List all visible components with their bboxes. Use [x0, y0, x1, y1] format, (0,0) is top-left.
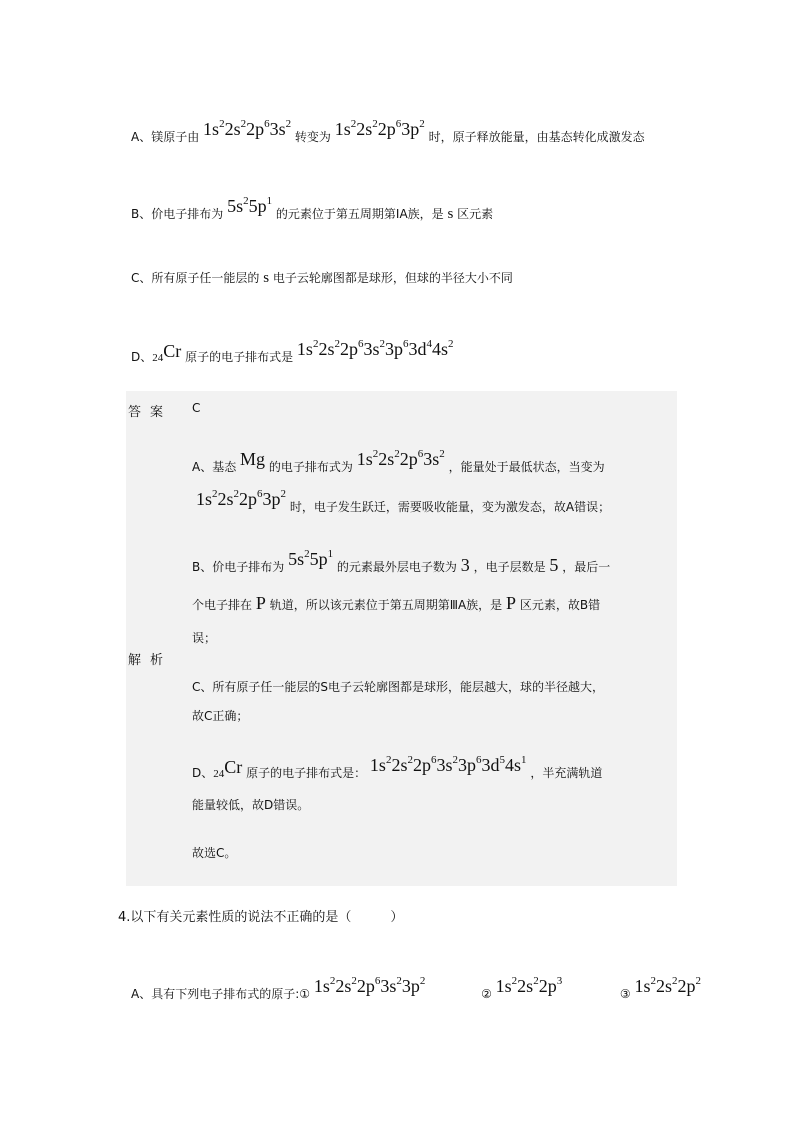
answer-label: 答案 — [128, 405, 173, 420]
analysis-d-line2: 能量较低，故D错误。 — [192, 798, 310, 812]
config-q4-1: $1s^22s^22p^63s^23p^2$ — [313, 975, 426, 996]
config-q4-3: $1s^22s^22p^2$ — [634, 975, 701, 996]
option-b: B、价电子排布为 $5s^25p^1$ 的元素位于第五周期第ⅠA族，是 s 区元素 — [131, 195, 494, 222]
config-mg-excited: $1s^22s^22p^63p^2$ — [334, 118, 425, 139]
element-mg: Mg — [240, 449, 266, 469]
config-mg-excited-2: $1s^22s^22p^63p^2$ — [196, 488, 287, 509]
config-q4-2: $1s^22s^22p^3$ — [495, 975, 563, 996]
option-d: D、24Cr 原子的电子排布式是 $1s^22s^22p^63s^23p^63d^44s^2$ — [131, 338, 454, 364]
analysis-d-line1: D、24Cr 原子的电子排布式是： $1s^22s^22p^63s^23p^63d^54s^1$ ，半充满轨道 — [192, 754, 603, 780]
analysis-b-line1: B、价电子排布为 $5s^25p^1$ 的元素最外层电子数为 3 ，电子层数是 5 ，最后一 — [192, 548, 611, 575]
config-mg-ground-2: $1s^22s^22p^63s^2$ — [356, 448, 445, 469]
config-cr-correct: $1s^22s^22p^63s^23p^63d^54s^1$ — [369, 754, 527, 775]
option-c: C、所有原子任一能层的 s 电子云轮廓图都是球形，但球的半径大小不同 — [131, 270, 513, 286]
analysis-c-line2: 故C正确； — [192, 709, 249, 723]
analysis-a-line1: A、基态 Mg 的电子排布式为 $1s^22s^22p^63s^2$ ，能量处于最低状态，当变为 — [192, 448, 605, 474]
question-4: 4.以下有关元素性质的说法不正确的是（ ） — [118, 910, 404, 925]
answer-value: C — [192, 401, 201, 415]
analysis-b-line2: 个电子排在 P 轨道，所以该元素位于第五周期第ⅢA族，是 P 区元素，故B错 — [192, 593, 601, 613]
analysis-label: 解析 — [128, 653, 173, 668]
analysis-conclusion: 故选C。 — [192, 846, 237, 860]
analysis-a-line2: $1s^22s^22p^63p^2$ 时，电子发生跃迁，需要吸收能量，变为激发态，故A错误； — [196, 488, 611, 514]
q4-option-a: A、具有下列电子排布式的原子:① $1s^22s^22p^63s^23p^2$ ② $1s^22s^22p^3$ ③ $1s^22s^22p^2$ — [131, 975, 701, 1001]
element-cr-2: Cr — [224, 757, 243, 777]
config-mg-ground: $1s^22s^22p^63s^2$ — [203, 118, 292, 139]
config-cr-wrong: $1s^22s^22p^63s^23p^63d^44s^2$ — [296, 338, 454, 359]
analysis-c-line1: C、所有原子任一能层的S电子云轮廓图都是球形，能层越大，球的半径越大， — [192, 680, 604, 694]
config-5s5p-2: $5s^25p^1$ — [288, 548, 334, 569]
config-5s5p: $5s^25p^1$ — [227, 195, 273, 216]
option-a: A、镁原子由 $1s^22s^22p^63s^2$ 转变为 $1s^22s^22p^63p^2$ 时，原子释放能量，由基态转化成激发态 — [131, 118, 645, 144]
analysis-b-line3: 误； — [192, 631, 217, 645]
element-cr: Cr — [163, 341, 182, 361]
